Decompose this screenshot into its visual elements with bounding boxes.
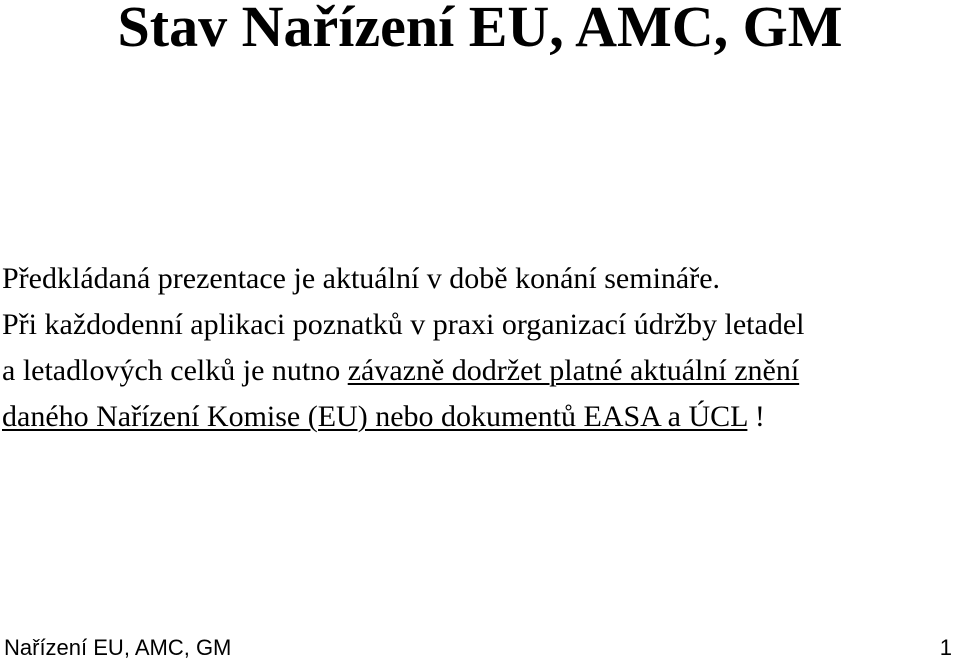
slide-footer [0,634,960,662]
line-2-text: a letadlových celků je nutno [2,354,348,387]
line-3-exclamation: ! [747,400,765,433]
footer-title: Nařízení EU, AMC, GM [4,635,232,660]
paragraph-current-presentation: Předkládaná prezentace je aktuální v době konání semináře. [2,262,721,295]
slide-title: Stav Nařízení EU, AMC, GM [117,0,843,59]
paragraph-application-line-1: Při každodenní aplikaci poznatků v praxi organizací údržby letadel [2,308,805,341]
underlined-obligation-text: závazně dodržet platné aktuální znění [347,354,800,387]
underlined-regulation-text: daného Nařízení Komise (EU) nebo dokumentů EASA a ÚCL [2,400,748,433]
slide-body [2,256,958,440]
paragraph-application-line-3 [2,394,958,440]
page-number: 1 [939,635,952,660]
paragraph-application-line-2 [2,348,958,394]
